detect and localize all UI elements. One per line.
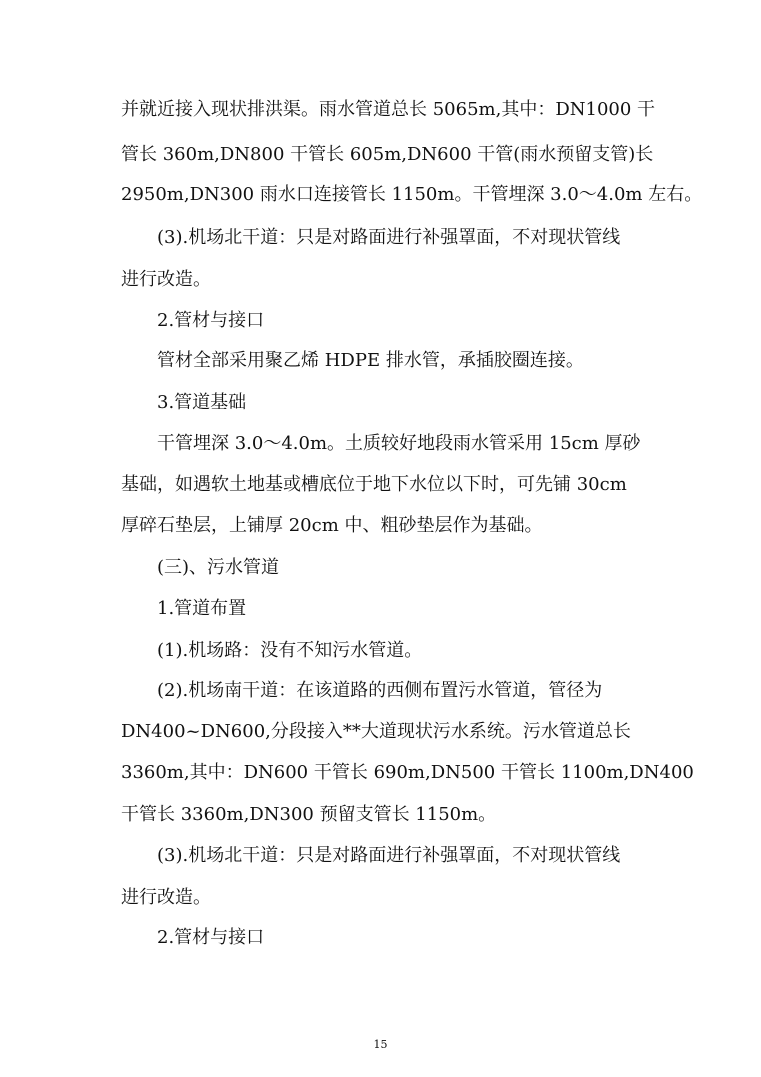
section-heading: (三)、污水管道 <box>157 557 280 578</box>
text-line: 3360m,其中：DN600 干管长 690m,DN500 干管长 1100m,DN400 <box>121 762 694 783</box>
section-heading: 2.管材与接口 <box>157 310 265 331</box>
text-line: 管长 360m,DN800 干管长 605m,DN600 干管(雨水预留支管)长 <box>121 144 654 165</box>
text-line: 厚碎石垫层，上铺厚 20cm 中、粗砂垫层作为基础。 <box>121 515 543 536</box>
section-heading: 1.管道布置 <box>157 598 247 619</box>
section-heading: 3.管道基础 <box>157 392 247 413</box>
text-line: (3).机场北干道：只是对路面进行补强罩面，不对现状管线 <box>157 845 621 866</box>
text-line: DN400~DN600,分段接入**大道现状污水系统。污水管道总长 <box>121 721 631 742</box>
text-line: 并就近接入现状排洪渠。雨水管道总长 5065m,其中：DN1000 干 <box>121 99 656 120</box>
text-line: (3).机场北干道：只是对路面进行补强罩面，不对现状管线 <box>157 227 621 248</box>
text-line: (2).机场南干道：在该道路的西侧布置污水管道，管径为 <box>157 680 603 701</box>
section-heading: 2.管材与接口 <box>157 927 265 948</box>
text-line: 干管长 3360m,DN300 预留支管长 1150m。 <box>121 804 497 825</box>
text-line: 2950m,DN300 雨水口连接管长 1150m。干管埋深 3.0～4.0m 左右。 <box>121 184 703 205</box>
text-line: 进行改造。 <box>121 269 211 290</box>
text-line: 进行改造。 <box>121 887 211 908</box>
text-line: (1).机场路：没有不知污水管道。 <box>157 640 423 661</box>
text-line: 基础，如遇软土地基或槽底位于地下水位以下时，可先铺 30cm <box>121 474 627 495</box>
page-number: 15 <box>373 1038 388 1051</box>
text-line: 管材全部采用聚乙烯 HDPE 排水管，承插胶圈连接。 <box>157 350 584 371</box>
text-line: 干管埋深 3.0～4.0m。土质较好地段雨水管采用 15cm 厚砂 <box>157 433 641 454</box>
